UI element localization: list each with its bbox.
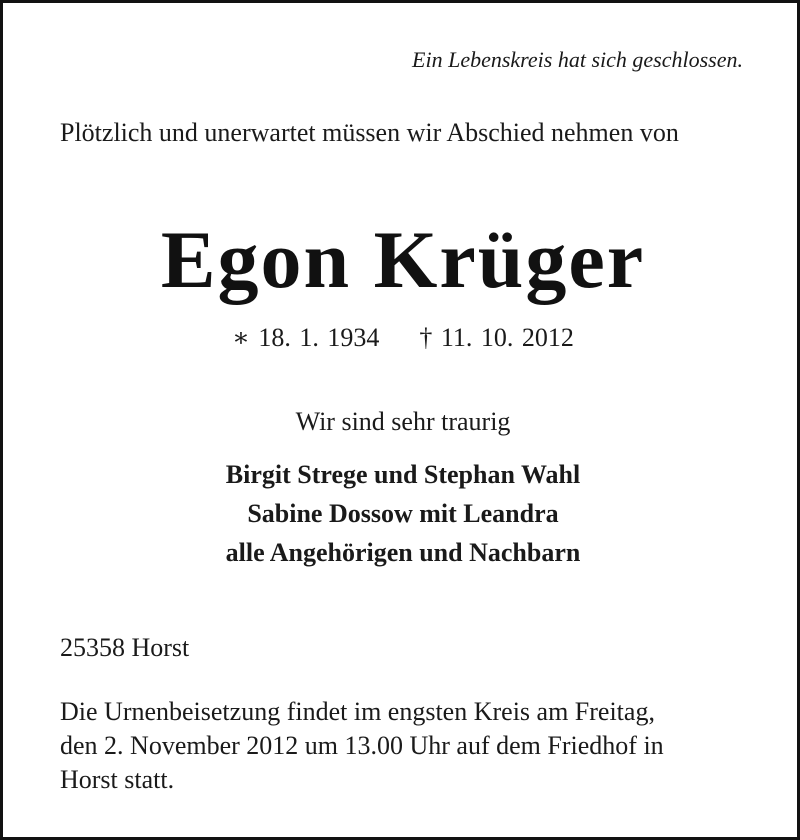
notice-line: den 2. November 2012 um 13.00 Uhr auf dem Friedhof in xyxy=(60,731,664,760)
deceased-name: Egon Krüger xyxy=(160,214,646,305)
birth-date: ∗ 18. 1. 1934 xyxy=(232,323,380,352)
mourner-line: Birgit Strege und Stephan Wahl xyxy=(225,460,581,489)
funeral-notice xyxy=(60,695,760,797)
mourner-line: Sabine Dossow mit Leandra xyxy=(247,499,559,528)
mourner-line: alle Angehörigen und Nachbarn xyxy=(225,538,581,567)
death-date: † 11. 10. 2012 xyxy=(419,323,574,352)
place: 25358 Horst xyxy=(60,633,190,662)
mourning-line: Wir sind sehr traurig xyxy=(295,407,511,436)
notice-line: Horst statt. xyxy=(60,765,175,794)
motto: Ein Lebenskreis hat sich geschlossen. xyxy=(412,47,743,72)
life-dates xyxy=(3,323,800,353)
notice-line: Die Urnenbeisetzung findet im engsten Kreis am Freitag, xyxy=(60,697,655,726)
mourners-list xyxy=(3,455,800,572)
intro-text: Plötzlich und unerwartet müssen wir Abschied nehmen von xyxy=(60,118,679,147)
